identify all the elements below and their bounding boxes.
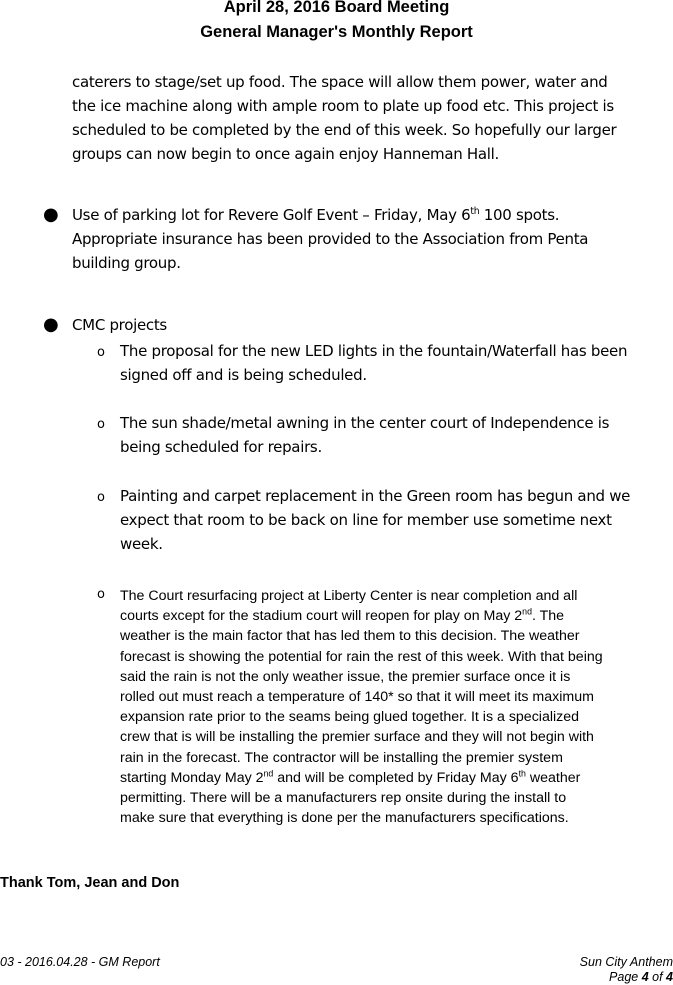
court-line: The Court resurfacing project at Liberty Center is near completion and all: [120, 588, 578, 604]
cmc-projects-heading: CMC projects: [72, 316, 167, 334]
report-subtitle: General Manager's Monthly Report: [200, 23, 473, 41]
led-lights-item: [120, 339, 665, 387]
painting-item: [120, 484, 665, 556]
court-line: weather is the main factor that has led them to this decision. The weather: [120, 628, 580, 645]
signoff: Thank Tom, Jean and Don: [0, 875, 180, 891]
sub-bullet-icon: o: [97, 345, 105, 360]
bullet-icon: ●: [43, 204, 59, 225]
court-line: expansion rate prior to the seams being glued together. It is a specialized: [120, 709, 580, 726]
footer-org: Sun City Anthem: [579, 955, 673, 969]
intro-line: groups can now begin to once again enjoy Hanneman Hall.: [72, 145, 499, 163]
bullet-icon: ●: [43, 314, 59, 335]
court-line: said the rain is not the only weather issue, the premier surface once it is: [120, 668, 571, 685]
awning-line: The sun shade/metal awning in the center court of Independence is: [120, 414, 610, 432]
led-line: signed off and is being scheduled.: [120, 366, 367, 384]
sub-bullet-icon: o: [97, 417, 105, 432]
court-line: courts except for the stadium court will reopen for play on May 2nd. The: [120, 606, 565, 625]
painting-line: Painting and carpet replacement in the Green room has begun and we: [120, 487, 631, 505]
court-line: starting Monday May 2nd and will be completed by Friday May 6th weather: [120, 768, 581, 786]
court-line: rain in the forecast. The contractor will be installing the premier system: [120, 749, 563, 766]
painting-line: week.: [120, 535, 163, 553]
court-line: make sure that everything is done per the manufacturers specifications.: [120, 810, 569, 827]
footer-page-number: Page 4 of 4: [609, 970, 673, 984]
intro-line: the ice machine along with ample room to plate up food etc. This project is: [72, 97, 614, 115]
parking-line: building group.: [72, 254, 181, 272]
sub-bullet-icon: o: [97, 587, 105, 602]
intro-line: scheduled to be completed by the end of this week. So hopefully our larger: [72, 121, 617, 139]
court-line: rolled out must reach a temperature of 140* so that it will meet its maximum: [120, 689, 594, 706]
court-line: crew that is will be installing the premier surface and they will not begin with: [120, 729, 594, 746]
parking-line: Appropriate insurance has been provided to the Association from Penta: [72, 230, 589, 248]
court-line: permitting. There will be a manufacturers rep onsite during the install to: [120, 790, 567, 807]
footer-doc-ref: 03 - 2016.04.28 - GM Report: [0, 955, 160, 969]
parking-item: [72, 203, 662, 275]
awning-line: being scheduled for repairs.: [120, 438, 322, 456]
awning-item: [120, 411, 665, 459]
report-title: April 28, 2016 Board Meeting: [223, 0, 450, 16]
led-line: The proposal for the new LED lights in the fountain/Waterfall has been: [120, 342, 628, 360]
court-line: forecast is showing the potential for rain the rest of this week. With that being: [120, 648, 603, 665]
parking-line: Use of parking lot for Revere Golf Event – Friday, May 6th 100 spots.: [72, 206, 560, 224]
intro-line: caterers to stage/set up food. The space will allow them power, water and: [72, 73, 608, 91]
court-resurfacing-item: [120, 586, 673, 828]
sub-bullet-icon: o: [97, 490, 105, 505]
intro-paragraph: [72, 70, 662, 166]
painting-line: expect that room to be back on line for member use sometime next: [120, 511, 612, 529]
